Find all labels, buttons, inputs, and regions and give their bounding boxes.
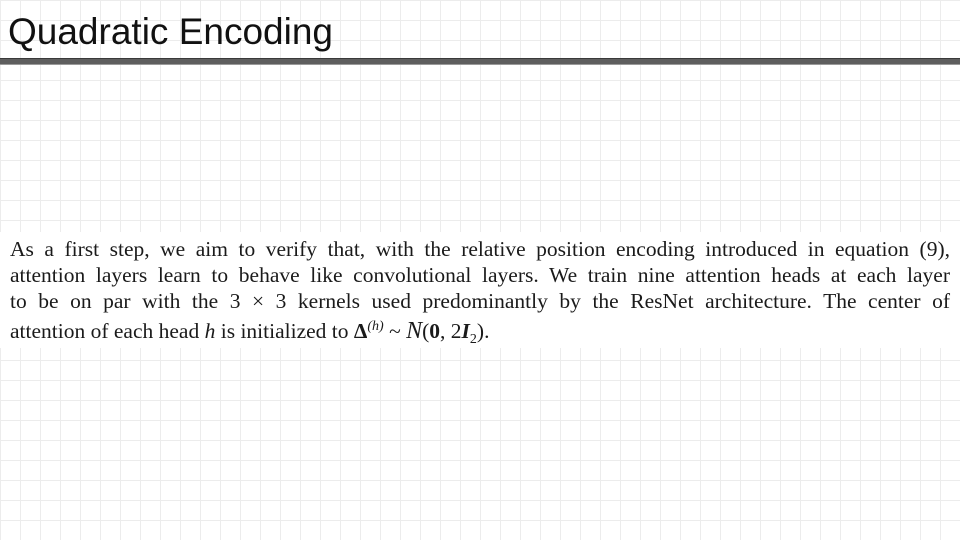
excerpt-paragraph [10, 236, 950, 347]
excerpt-line-1: As a first step, we aim to verify that, with the relative position encoding introduced in equation (9), [10, 237, 950, 261]
line3-text-pre: to be on par with the [10, 289, 230, 313]
slide-title: Quadratic Encoding [8, 11, 333, 52]
identity-subscript: 2 [469, 332, 477, 347]
identity-matrix: I [461, 319, 470, 343]
line3-text-post: kernels used predominantly by the ResNet architecture. The center of [286, 289, 950, 313]
excerpt-line-3 [10, 288, 950, 314]
delta-superscript: (h) [367, 319, 384, 334]
excerpt-line-4 [10, 314, 950, 347]
normal-distribution-symbol: N [406, 318, 423, 344]
kernel-dim-1: 3 [229, 289, 241, 313]
title-divider [0, 58, 960, 65]
open-paren: ( [422, 319, 430, 343]
paper-excerpt [0, 232, 960, 348]
comma-two: , 2 [440, 319, 462, 343]
line4-text-pre: attention of each head [10, 319, 205, 343]
sim-symbol: ~ [383, 319, 407, 343]
line4-text-mid: is initialized to [215, 319, 354, 343]
excerpt-line-2: attention layers learn to behave like convolutional layers. We train nine attention heads at each layer [10, 263, 950, 287]
kernel-dim-2: 3 [275, 289, 287, 313]
times-symbol: × [240, 289, 276, 313]
delta-symbol: Δ [353, 319, 368, 343]
close-paren: ). [476, 319, 490, 343]
zero-vector: 0 [429, 319, 441, 343]
head-symbol: h [204, 319, 216, 343]
